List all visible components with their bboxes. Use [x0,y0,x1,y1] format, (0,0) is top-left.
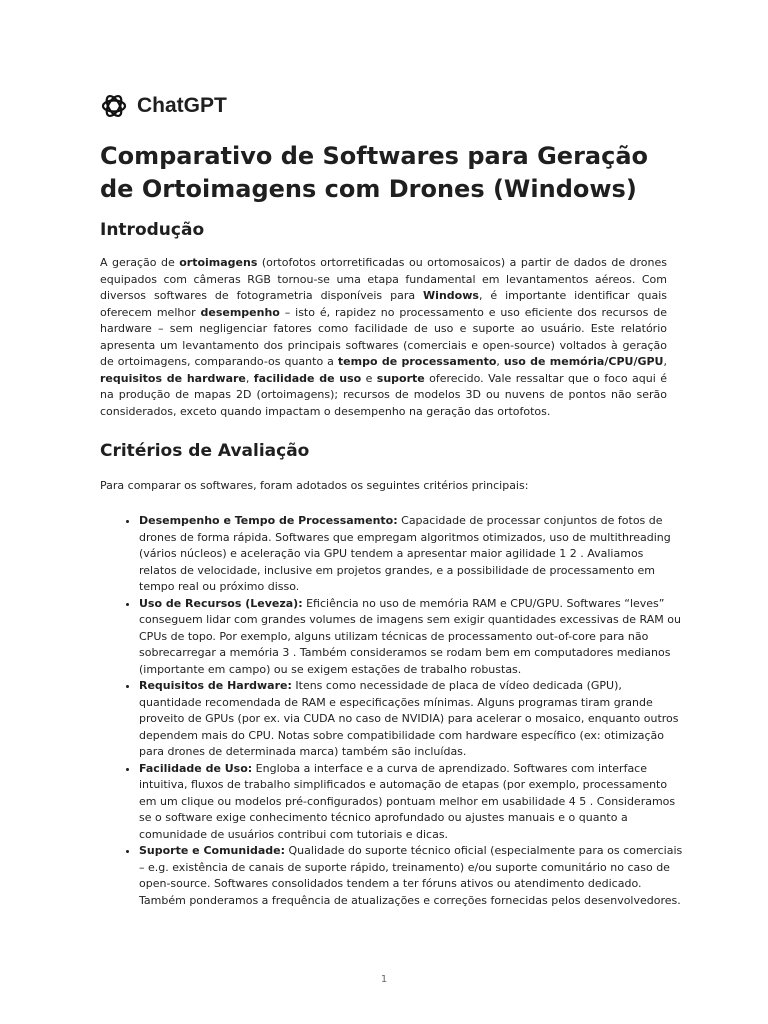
brand-name: ChatGPT [137,94,227,117]
intro-paragraph: A geração de ortoimagens (ortofotos ortorretificadas ou ortomosaicos) a partir de dados de drones equipados com câmeras RGB tornou-se uma etapa fundamental em levantamentos aéreos. Com diversos softwares de fotogrametria disponíveis para Windows, é importante identificar quais oferecem melhor desempenho – isto é, rapidez no processamento e uso eficiente dos recursos de hardware – sem negligenciar fatores como facilidade de uso e suporte ao usuário. Este relatório apresenta um levantamento dos principais softwares (comerciais e open-source) voltados à geração de ortoimagens, comparando-os quanto a tempo de processamento, uso de memória/CPU/GPU, requisitos de hardware, facilidade de uso e suporte oferecido. Vale ressaltar que o foco aqui é na produção de mapas 2D (ortoimagens); recursos de modelos 3D ou nuvens de pontos não serão considerados, exceto quando impactam o desempenho na geração das ortofotos. [100,256,668,418]
page-number: 1 [380,974,388,985]
section-heading-intro: Introdução [100,220,205,240]
criteria-list [118,513,684,909]
section-heading-criteria: Critérios de Avaliação [100,441,310,461]
criteria-intro: Para comparar os softwares, foram adotados os seguintes critérios principais: [100,479,529,492]
list-item: • Facilidade de Uso: Engloba a interface e a curva de aprendizado. Softwares com interface intuitiva, fluxos de trabalho simplificados e automação de etapas (por exemplo, processamento em um clique ou modelos pré-configurados) pontuam melhor em usabilidade 4 5 . Consideramos se o software exige conhecimento técnico aprofundado ou ajustes manuais e o quanto a comunidade de usuários contribui com tutoriais e dicas. [139,761,684,844]
list-item: • Suporte e Comunidade: Qualidade do suporte técnico oficial (especialmente para os comerciais – e.g. existência de canais de suporte rápido, treinamento) e/ou suporte comunitário no caso de open-source. Softwares consolidados tendem a ter fóruns ativos ou atendimento dedicado. Também ponderamos a frequência de atualizações e correções fornecidas pelos desenvolvedores. [139,843,684,909]
list-item: • Requisitos de Hardware: Itens como necessidade de placa de vídeo dedicada (GPU), quantidade recomendada de RAM e especificações mínimas. Alguns programas tiram grande proveito de GPUs (por ex. via CUDA no caso de NVIDIA) para acelerar o mosaico, enquanto outros dependem mais do CPU. Notas sobre compatibilidade com hardware específico (ex: otimização para drones de determinada marca) também são incluídas. [139,678,684,761]
document-title: Comparativo de Softwares para Geração de Ortoimagens com Drones (Windows) [100,142,649,203]
list-item: • Desempenho e Tempo de Processamento: Capacidade de processar conjuntos de fotos de drones de forma rápida. Softwares que empregam algoritmos otimizados, uso de multithreading (vários núcleos) e aceleração via GPU tendem a apresentar maior agilidade 1 2 . Avaliamos relatos de velocidade, inclusive em projetos grandes, e a possibilidade de processamento em tempo real ou próximo disso. [139,513,684,596]
list-item: • Uso de Recursos (Leveza): Eficiência no uso de memória RAM e CPU/GPU. Softwares “leves” conseguem lidar com grandes volumes de imagens sem exigir quantidades excessivas de RAM ou CPUs de topo. Por exemplo, alguns utilizam técnicas de processamento out-of-core para não sobrecarregar a memória 3 . Também consideramos se rodam bem em computadores medianos (importante em campo) ou se exigem estações de trabalho robustas. [139,596,684,679]
openai-knot-icon [100,92,128,120]
chatgpt-logo [100,92,227,120]
